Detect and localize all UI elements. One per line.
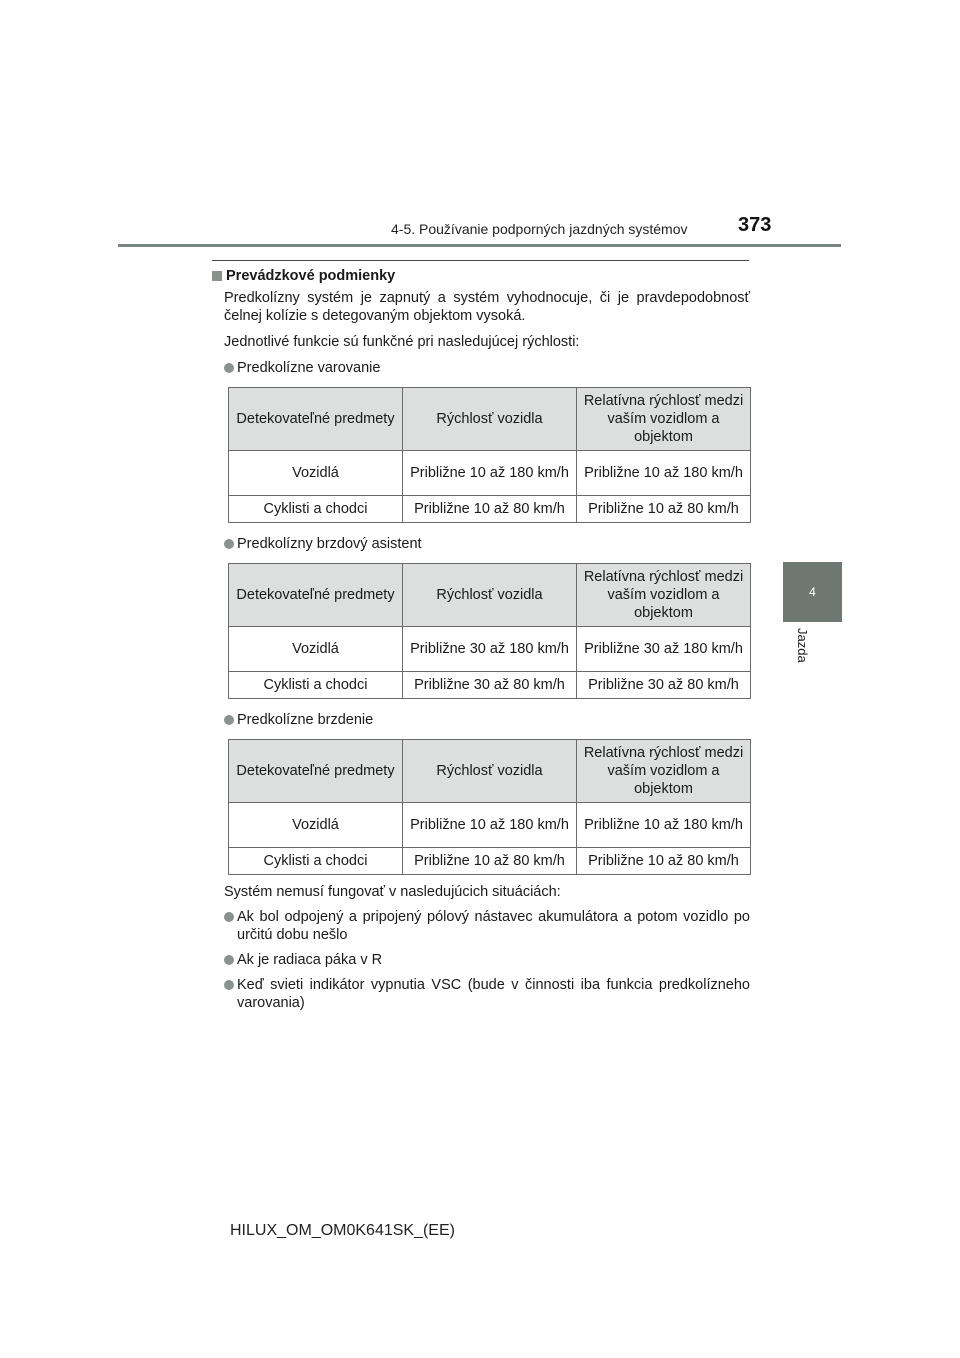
table-cell: Cyklisti a chodci <box>229 672 403 699</box>
table-cell: Približne 10 až 80 km/h <box>577 848 751 875</box>
speed-table <box>228 563 751 699</box>
bullet-dot-icon <box>224 980 234 990</box>
table-header-cell: Rýchlosť vozidla <box>403 740 577 803</box>
chapter-number: 4 <box>809 585 816 599</box>
limitation-text: Ak bol odpojený a pripojený pólový nástavec akumulátora a potom vozidlo po určitú dobu nešlo <box>237 909 750 943</box>
table-row <box>229 803 751 848</box>
function-bullet <box>224 359 750 377</box>
table-header-cell: Rýchlosť vozidla <box>403 564 577 627</box>
table-cell: Približne 30 až 180 km/h <box>403 627 577 672</box>
table-cell: Cyklisti a chodci <box>229 496 403 523</box>
table-header-cell: Relatívna rýchlosť medzi vaším vozidlom a objektom <box>577 388 751 451</box>
limitations-list <box>212 908 750 1012</box>
table-header-cell: Detekovateľné predmety <box>229 564 403 627</box>
limitation-item <box>224 976 750 1012</box>
table-header-cell: Detekovateľné predmety <box>229 740 403 803</box>
table-cell: Približne 10 až 80 km/h <box>403 496 577 523</box>
content-divider <box>212 260 749 261</box>
section-heading-text: Prevádzkové podmienky <box>226 268 396 284</box>
chapter-tab[interactable] <box>783 562 842 622</box>
bullet-dot-icon <box>224 955 234 965</box>
table-header-cell: Relatívna rýchlosť medzi vaším vozidlom a objektom <box>577 564 751 627</box>
square-bullet-icon <box>212 271 222 281</box>
table-header-row <box>229 564 751 627</box>
table-cell: Približne 30 až 180 km/h <box>577 627 751 672</box>
limitations-intro: Systém nemusí fungovať v nasledujúcich situáciách: <box>224 884 561 900</box>
table-cell: Vozidlá <box>229 627 403 672</box>
bullet-dot-icon <box>224 539 234 549</box>
table-row <box>229 496 751 523</box>
main-content <box>212 265 750 1012</box>
table-cell: Vozidlá <box>229 451 403 496</box>
function-title: Predkolízny brzdový asistent <box>237 536 422 552</box>
table-cell: Cyklisti a chodci <box>229 848 403 875</box>
speed-intro-paragraph: Jednotlivé funkcie sú funkčné pri nasledujúcej rýchlosti: <box>224 334 580 350</box>
table-cell: Približne 10 až 180 km/h <box>403 803 577 848</box>
table-cell: Približne 10 až 80 km/h <box>577 496 751 523</box>
function-title: Predkolízne varovanie <box>237 360 381 376</box>
document-code: HILUX_OM_OM0K641SK_(EE) <box>230 1222 455 1239</box>
function-sections <box>212 359 750 875</box>
table-row <box>229 627 751 672</box>
table-header-cell: Detekovateľné predmety <box>229 388 403 451</box>
section-heading <box>212 267 750 285</box>
speed-table <box>228 387 751 523</box>
intro-paragraph: Predkolízny systém je zapnutý a systém vyhodnocuje, či je pravdepodobnosť čelnej kolízie s detegovaným objektom vysoká. <box>224 290 750 324</box>
bullet-dot-icon <box>224 912 234 922</box>
chapter-label: Jazda <box>795 628 810 663</box>
table-header-cell: Relatívna rýchlosť medzi vaším vozidlom a objektom <box>577 740 751 803</box>
table-cell: Približne 10 až 180 km/h <box>577 451 751 496</box>
table-cell: Približne 10 až 180 km/h <box>403 451 577 496</box>
table-cell: Približne 10 až 180 km/h <box>577 803 751 848</box>
limitation-item <box>224 908 750 944</box>
limitation-text: Keď svieti indikátor vypnutia VSC (bude v činnosti iba funkcia predkolízneho varovania) <box>237 977 750 1011</box>
limitation-text: Ak je radiaca páka v R <box>237 952 383 968</box>
table-row <box>229 848 751 875</box>
bullet-dot-icon <box>224 715 234 725</box>
table-cell: Približne 10 až 80 km/h <box>403 848 577 875</box>
function-bullet <box>224 535 750 553</box>
table-header-cell: Rýchlosť vozidla <box>403 388 577 451</box>
table-row <box>229 672 751 699</box>
table-cell: Približne 30 až 80 km/h <box>577 672 751 699</box>
header-divider <box>118 244 841 247</box>
function-title: Predkolízne brzdenie <box>237 712 374 728</box>
section-title: 4-5. Používanie podporných jazdných systémov <box>391 221 688 237</box>
table-header-row <box>229 388 751 451</box>
table-header-row <box>229 740 751 803</box>
limitation-item <box>224 951 750 969</box>
table-cell: Približne 30 až 80 km/h <box>403 672 577 699</box>
function-bullet <box>224 711 750 729</box>
table-row <box>229 451 751 496</box>
table-cell: Vozidlá <box>229 803 403 848</box>
speed-table <box>228 739 751 875</box>
bullet-dot-icon <box>224 363 234 373</box>
page-number: 373 <box>738 214 772 236</box>
